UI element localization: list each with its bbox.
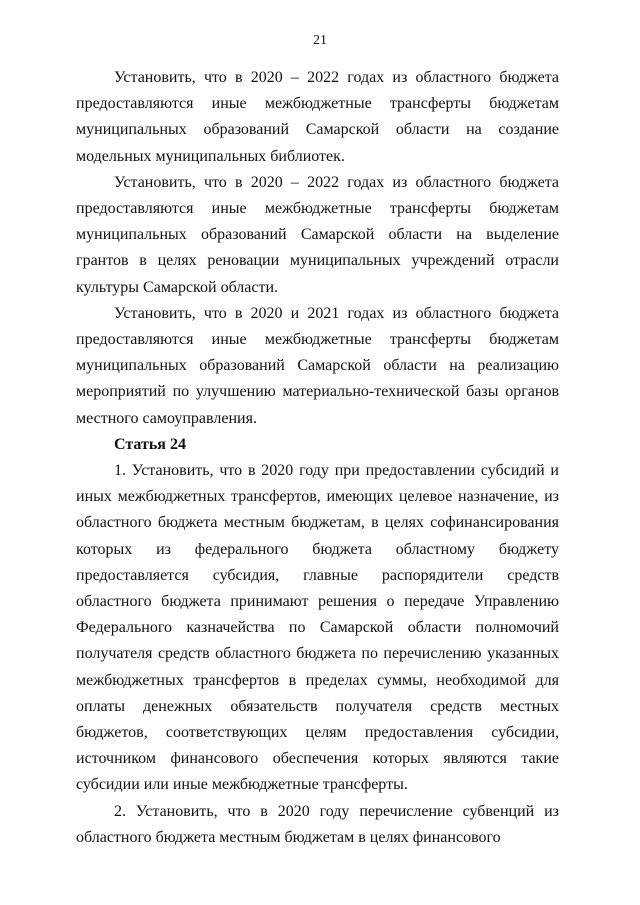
page-number: 21 bbox=[313, 33, 327, 48]
article-paragraph-2: 2. Установить, что в 2020 году перечисление субвенций из областного бюджета местным бюджетам в целях финансового bbox=[76, 802, 559, 846]
article-heading: Статья 24 bbox=[114, 435, 186, 453]
paragraph-renovation-grants: Установить, что в 2020 – 2022 годах из областного бюджета предоставляются иные межбюджетные трансферты бюджетам муниципальных образований Самарской области на выделение грантов в целях реновации муниципальных учреждений отрасли культуры Самарской области. bbox=[76, 173, 559, 296]
paragraph-model-libraries: Установить, что в 2020 – 2022 годах из областного бюджета предоставляются иные межбюджетные трансферты бюджетам муниципальных образований Самарской области на создание модельных муниципальных библиотек. bbox=[76, 69, 559, 165]
document-body bbox=[76, 65, 559, 851]
article-paragraph-1: 1. Установить, что в 2020 году при предоставлении субсидий и иных межбюджетных трансфертов, имеющих целевое назначение, из областного бюджета местным бюджетам, в целях софинансирования которых из федерального бюджета областному бюджету предоставляется субсидия, главные распорядители средств областного бюджета принимают решения о передаче Управлению Федерального казначейства по Самарской области полномочий получателя средств областного бюджета по перечислению указанных межбюджетных трансфертов в пределах суммы, необходимой для оплаты денежных обязательств получателя средств местных бюджетов, соответствующих целям предоставления субсидии, источником финансового обеспечения которых являются такие субсидии или иные межбюджетные трансферты. bbox=[76, 462, 559, 794]
paragraph-local-government-base: Установить, что в 2020 и 2021 годах из областного бюджета предоставляются иные межбюджетные трансферты бюджетам муниципальных образований Самарской области на реализацию мероприятий по улучшению материально-технической базы органов местного самоуправления. bbox=[76, 304, 559, 427]
